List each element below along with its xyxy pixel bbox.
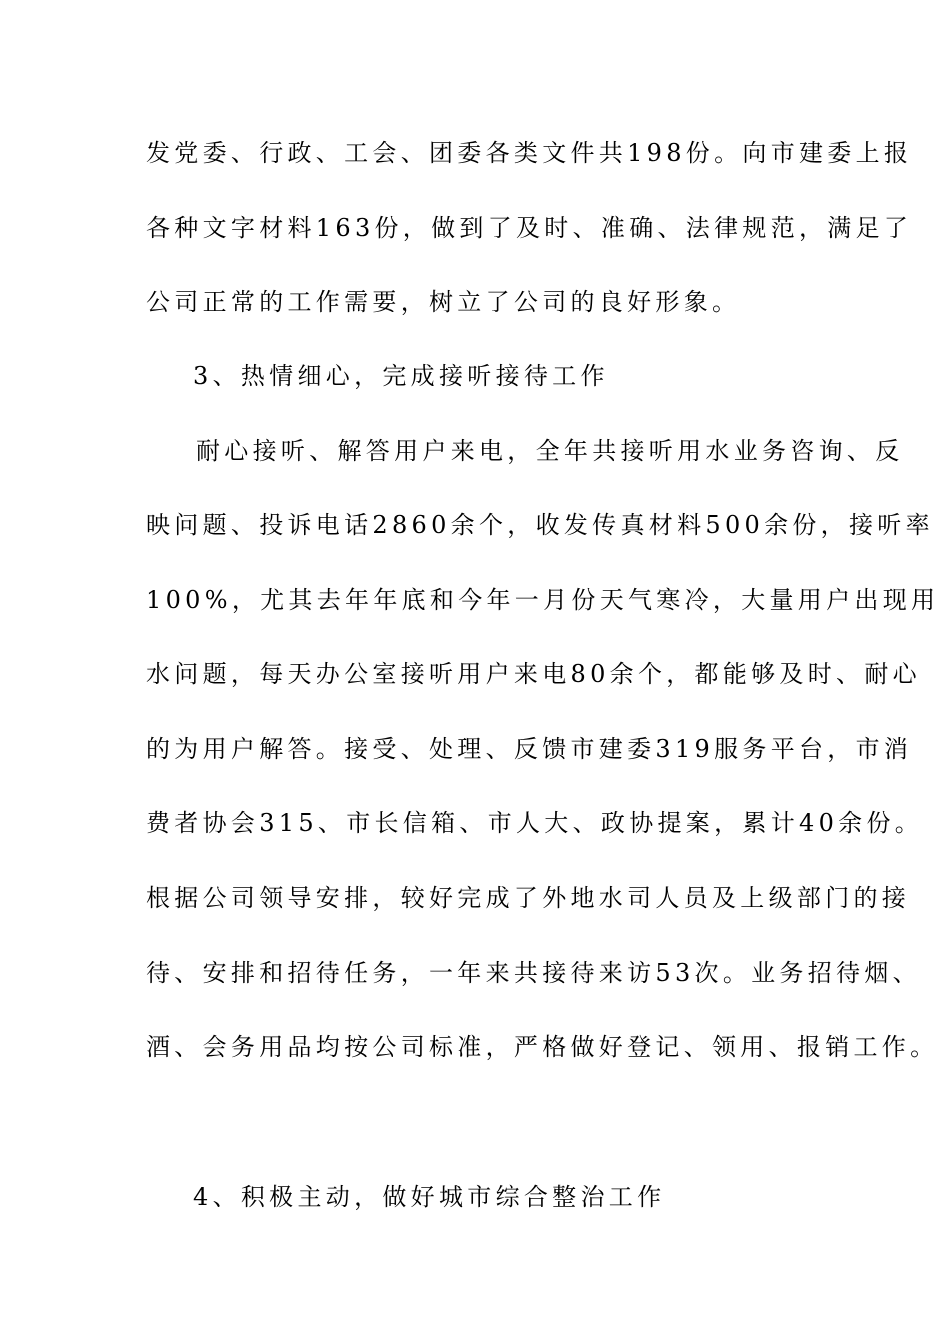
paragraph-line: 的为用户解答。接受、处理、反馈市建委319服务平台，市消 [146,735,913,763]
paragraph-line: 发党委、行政、工会、团委各类文件共198份。向市建委上报 [146,139,913,167]
paragraph-line: 映问题、投诉电话2860余个，收发传真材料500余份，接听率 [146,511,934,539]
paragraph-line: 耐心接听、解答用户来电，全年共接听用水业务咨询、反 [196,437,904,465]
section-heading: 4、积极主动，做好城市综合整治工作 [193,1183,666,1211]
paragraph-line: 费者协会315、市长信箱、市人大、政协提案，累计40余份。 [146,809,924,837]
paragraph-line: 水问题，每天办公室接听用户来电80余个，都能够及时、耐心 [146,660,921,688]
paragraph-line: 100%，尤其去年年底和今年一月份天气寒冷，大量用户出现用 [146,586,940,614]
section-heading: 3、热情细心，完成接听接待工作 [193,362,609,390]
paragraph-line: 酒、会务用品均按公司标准，严格做好登记、领用、报销工作。 [146,1033,939,1061]
paragraph-line: 公司正常的工作需要，树立了公司的良好形象。 [146,288,741,316]
paragraph-line: 各种文字材料163份，做到了及时、准确、法律规范，满足了 [146,214,913,242]
paragraph-line: 根据公司领导安排，较好完成了外地水司人员及上级部门的接 [146,884,911,912]
paragraph-line: 待、安排和招待任务，一年来共接待来访53次。业务招待烟、 [146,959,921,987]
